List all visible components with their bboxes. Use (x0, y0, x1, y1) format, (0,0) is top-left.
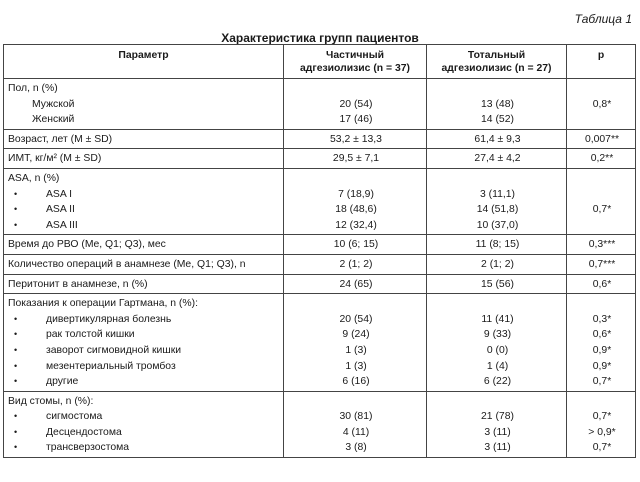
partial-cell: 53,2 ± 13,3 (284, 129, 427, 149)
table-row-age (4, 129, 636, 149)
p-cell: 0,7*** (567, 254, 636, 274)
header-parameter: Параметр (4, 45, 284, 79)
partial-cell: 2 (1; 2) (284, 254, 427, 274)
partial-cell: 20 (54) 9 (24) 1 (3) 1 (3) 6 (16) (284, 294, 427, 392)
partial-cell: 24 (65) (284, 274, 427, 294)
partial-cell: 7 (18,9) 18 (48,6) 12 (32,4) (284, 168, 427, 234)
table-caption: Таблица 1 (574, 12, 632, 26)
header-total-adhesiolysis: Тотальный адгезиолизис (n = 27) (427, 45, 567, 79)
table-row-sex (4, 79, 636, 130)
total-cell: 13 (48) 14 (52) (427, 79, 567, 130)
table-row-stoma-type (4, 391, 636, 457)
total-cell: 61,4 ± 9,3 (427, 129, 567, 149)
header-p-value: p (567, 45, 636, 79)
partial-cell: 20 (54) 17 (46) (284, 79, 427, 130)
table-title: Характеристика групп пациентов (221, 31, 419, 45)
total-cell: 2 (1; 2) (427, 254, 567, 274)
p-cell: 0,3*** (567, 235, 636, 255)
table-row-peritonitis (4, 274, 636, 294)
param-cell: Количество операций в анамнезе (Me, Q1; Q3), n (4, 254, 284, 274)
p-cell: 0,8* (567, 79, 636, 130)
p-cell: 0,6* (567, 274, 636, 294)
total-cell: 21 (78) 3 (11) 3 (11) (427, 391, 567, 457)
header-partial-adhesiolysis: Частичный адгезиолизис (n = 37) (284, 45, 427, 79)
total-cell: 11 (8; 15) (427, 235, 567, 255)
table-row-prior-operations (4, 254, 636, 274)
param-cell: Возраст, лет (M ± SD) (4, 129, 284, 149)
table-row-asa (4, 168, 636, 234)
p-cell: 0,7* (567, 168, 636, 234)
param-cell: Пол, n (%) Мужской Женский (4, 79, 284, 130)
table-header-row (4, 45, 636, 79)
param-cell: Вид стомы, n (%): • сигмостома • Десцендостома • трансверзостома (4, 391, 284, 457)
table-row-hartmann-indications (4, 294, 636, 392)
param-cell: Время до РВО (Me, Q1; Q3), мес (4, 235, 284, 255)
p-cell: 0,3* 0,6* 0,9* 0,9* 0,7* (567, 294, 636, 392)
table-row-bmi (4, 149, 636, 169)
table-row-time-to-rvo (4, 235, 636, 255)
p-cell: 0,7* > 0,9* 0,7* (567, 391, 636, 457)
param-cell: Перитонит в анамнезе, n (%) (4, 274, 284, 294)
partial-cell: 30 (81) 4 (11) 3 (8) (284, 391, 427, 457)
total-cell: 3 (11,1) 14 (51,8) 10 (37,0) (427, 168, 567, 234)
param-cell: ASA, n (%) • ASA I • ASA II • ASA III (4, 168, 284, 234)
p-cell: 0,2** (567, 149, 636, 169)
param-cell: ИМТ, кг/м² (M ± SD) (4, 149, 284, 169)
partial-cell: 29,5 ± 7,1 (284, 149, 427, 169)
param-cell: Показания к операции Гартмана, n (%): • дивертикулярная болезнь • рак толстой кишки • заворот сигмовидной кишки • мезентериальный тромбоз • другие (4, 294, 284, 392)
partial-cell: 10 (6; 15) (284, 235, 427, 255)
p-cell: 0,007** (567, 129, 636, 149)
total-cell: 27,4 ± 4,2 (427, 149, 567, 169)
total-cell: 11 (41) 9 (33) 0 (0) 1 (4) 6 (22) (427, 294, 567, 392)
patient-groups-table (3, 44, 636, 458)
total-cell: 15 (56) (427, 274, 567, 294)
